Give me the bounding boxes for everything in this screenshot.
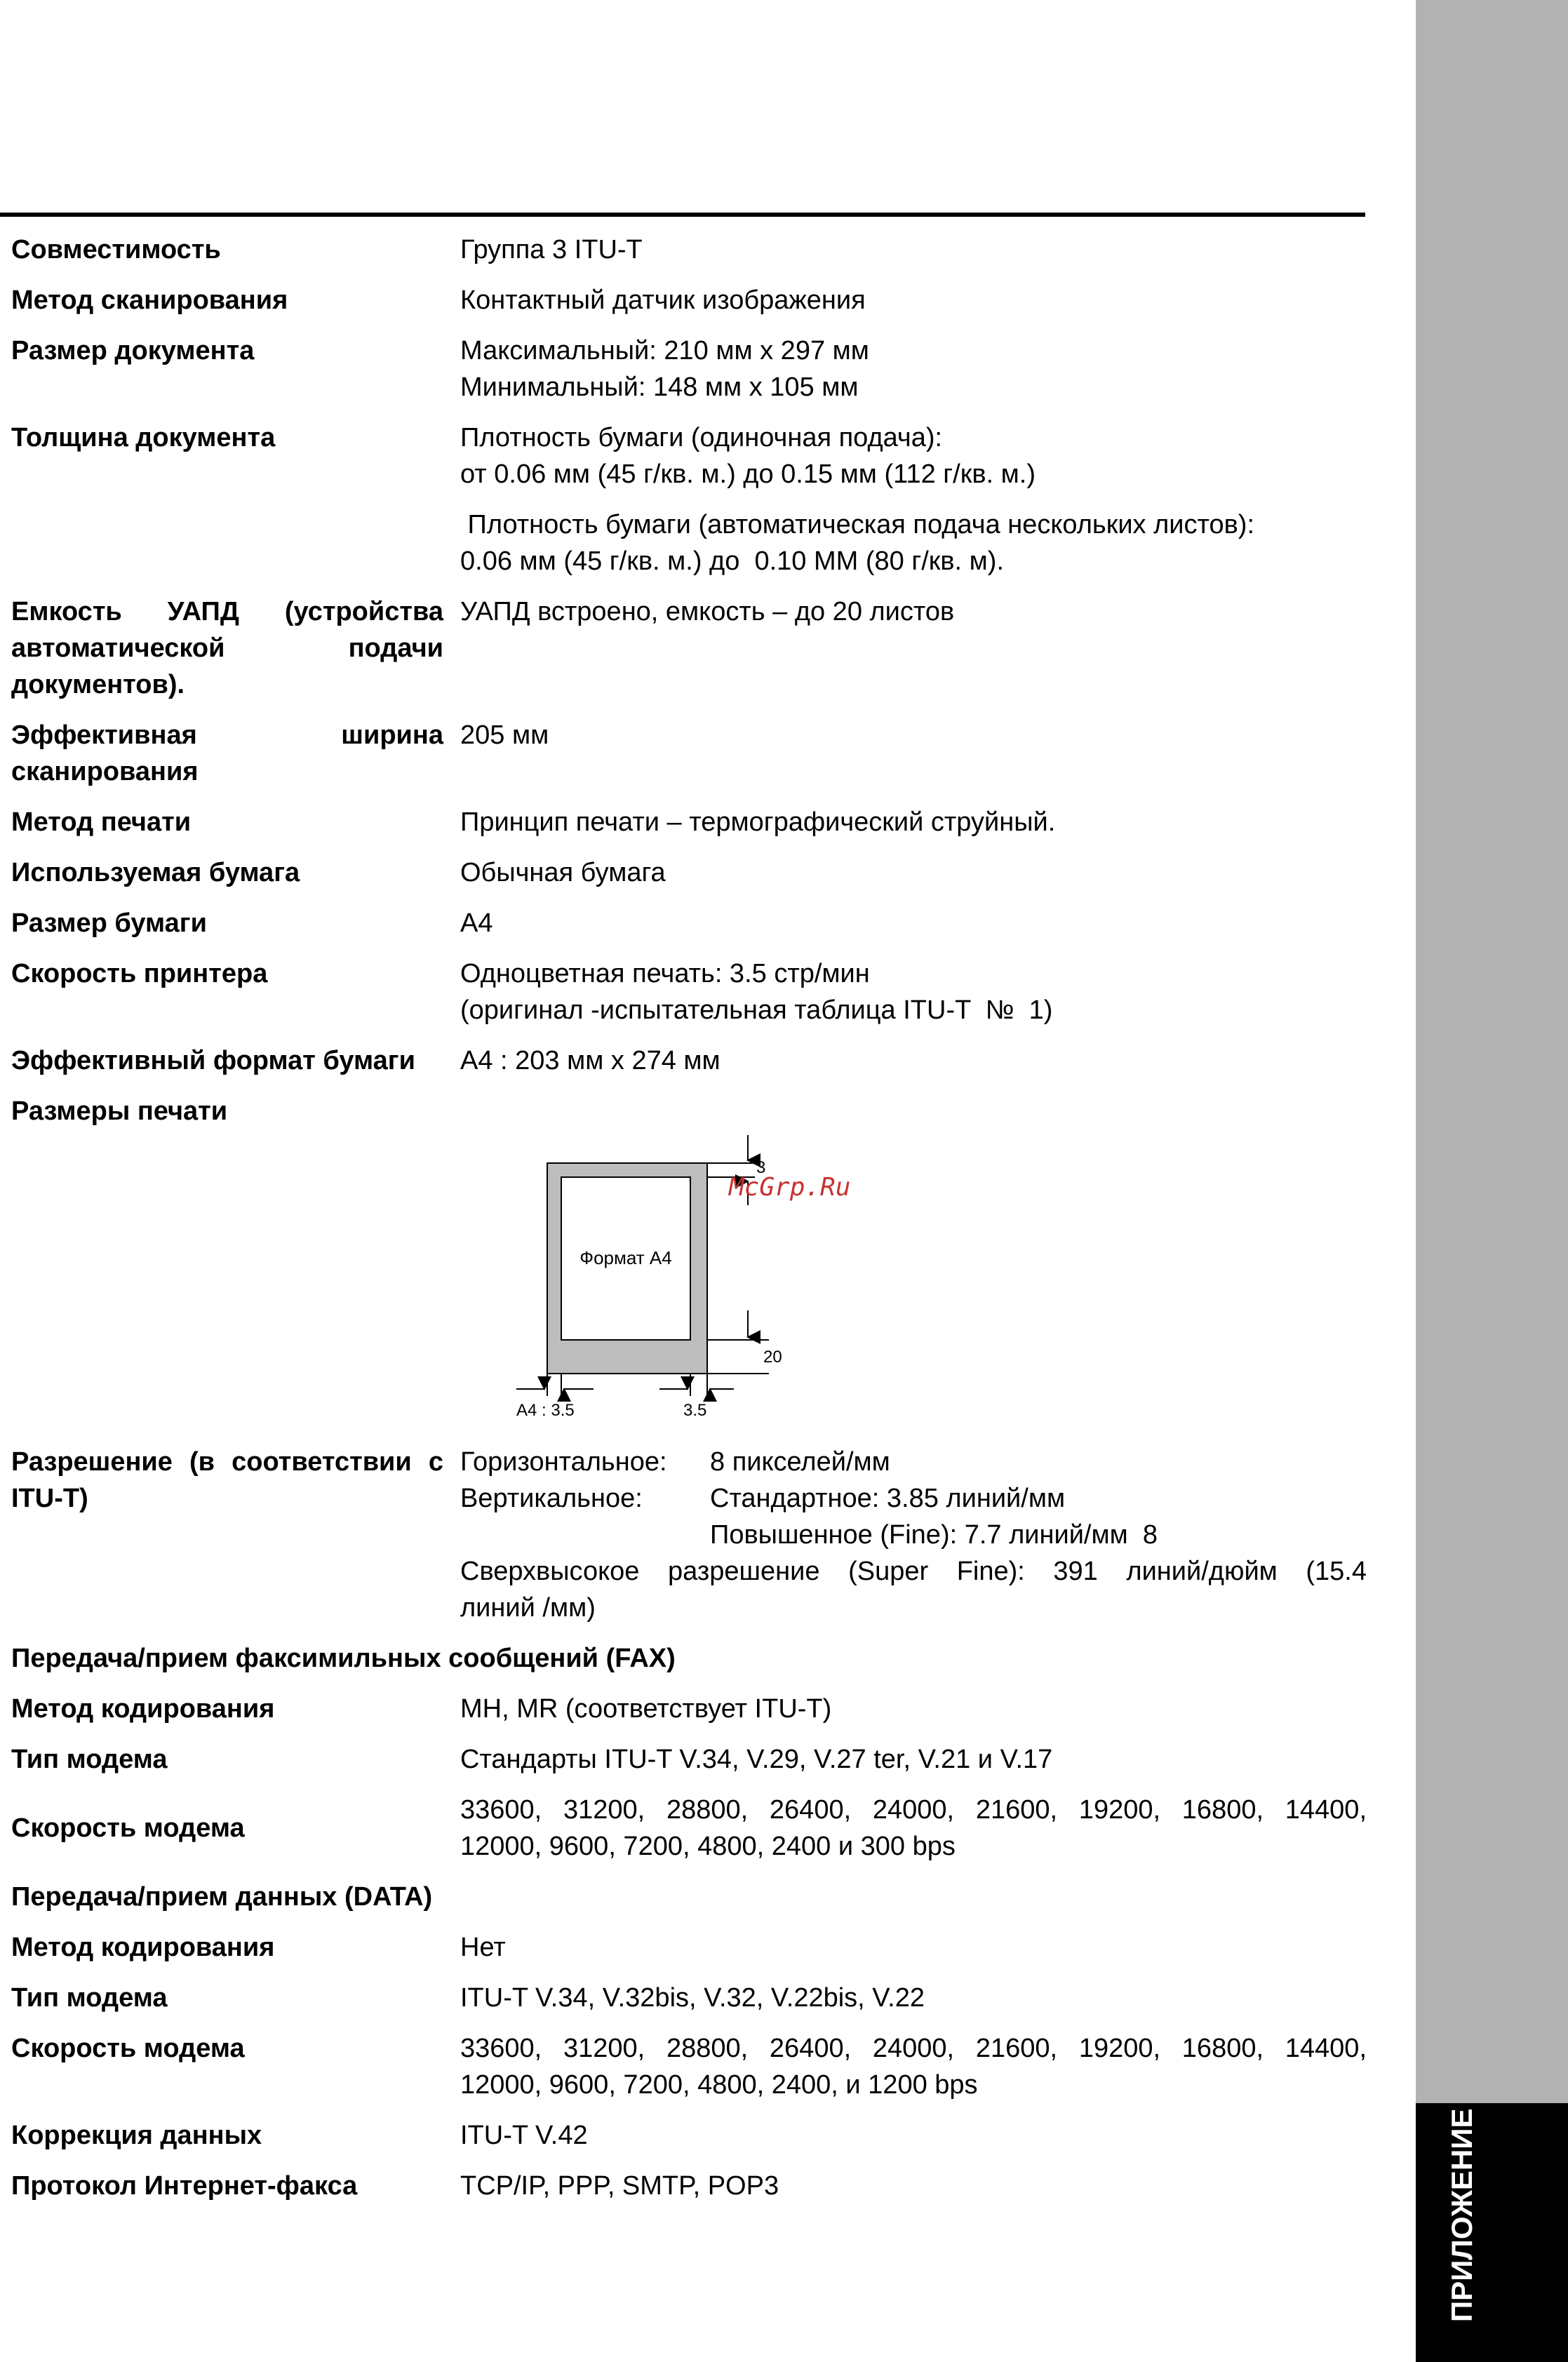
spec-row-paper-size	[11, 905, 1367, 941]
spec-label: Тип модема	[11, 1983, 168, 2013]
spec-value	[460, 282, 1367, 318]
data-row-internet-fax-protocol	[11, 2168, 1367, 2204]
fax-row-modem-type	[11, 1741, 1367, 1778]
spec-line: Максимальный: 210 мм x 297 мм	[460, 336, 869, 365]
spec-value	[460, 717, 1367, 790]
spec-value	[460, 854, 1367, 891]
spec-value	[460, 333, 1367, 405]
spec-label: Эффективная ширина сканирования	[11, 720, 443, 786]
data-row-coding	[11, 1929, 1367, 1966]
spec-value	[460, 2030, 1367, 2103]
spec-label: Размеры печати	[11, 1096, 228, 1126]
spec-line: 12000, 9600, 7200, 4800, 2400 и 300 bps	[460, 1832, 956, 1861]
spec-value	[460, 1741, 1367, 1778]
spec-line: A4	[460, 908, 493, 938]
fax-row-modem-speed	[11, 1792, 1367, 1865]
spec-line: TCP/IP, PPP, SMTP, POP3	[460, 2171, 779, 2201]
spec-row-resolution	[11, 1444, 1367, 1626]
spec-line: Минимальный: 148 мм x 105 мм	[460, 373, 859, 402]
spec-line: Плотность бумаги (одиночная подача):	[460, 423, 943, 452]
data-row-modem-speed	[11, 2030, 1367, 2103]
spec-label: Метод сканирования	[11, 286, 288, 315]
spec-line: (оригинал -испытательная таблица ITU-T № 1)	[460, 995, 1053, 1025]
spec-line: Контактный датчик изображения	[460, 286, 866, 315]
res-vertical-fine: Повышенное (Fine): 7.7 линий/мм 8	[710, 1520, 1158, 1550]
spec-label: Метод кодирования	[11, 1933, 275, 1962]
data-heading: Передача/прием данных (DATA)	[11, 1882, 433, 1912]
spec-value	[460, 905, 1367, 941]
fax-row-coding	[11, 1691, 1367, 1727]
spec-label: Толщина документа	[11, 423, 276, 452]
spec-row-scan-method	[11, 282, 1367, 318]
inner-label: Формат A4	[579, 1247, 672, 1268]
spec-row-compatibility	[11, 231, 1367, 268]
sidebar-tab	[1416, 2103, 1568, 2362]
spec-label: Эффективный формат бумаги	[11, 1046, 415, 1075]
spec-row-print-dimensions	[11, 1093, 1367, 1129]
spec-row-printer-speed	[11, 955, 1367, 1028]
spec-value	[460, 1042, 1367, 1079]
spec-row-document-thickness	[11, 420, 1367, 579]
data-row-error-correction	[11, 2117, 1367, 2154]
spec-value	[460, 955, 1367, 1028]
spec-line: Группа 3 ITU-T	[460, 235, 643, 264]
spec-line: 12000, 9600, 7200, 4800, 2400, и 1200 bps	[460, 2070, 978, 2100]
spec-line: Нет	[460, 1933, 506, 1962]
left-margin-label: A4 : 3.5	[516, 1401, 575, 1420]
spec-label: Разрешение (в соответствии с ITU-T)	[11, 1447, 443, 1513]
spec-value	[460, 593, 1367, 703]
spec-value	[460, 1929, 1367, 1966]
spec-value	[460, 1691, 1367, 1727]
spec-row-paper-type	[11, 854, 1367, 891]
res-superfine: линий /мм)	[460, 1593, 596, 1623]
spec-line: от 0.06 мм (45 г/кв. м.) до 0.15 мм (112 г/кв. м.)	[460, 459, 1036, 489]
spec-label: Тип модема	[11, 1745, 168, 1774]
data-row-modem-type	[11, 1980, 1367, 2016]
spec-label: Метод кодирования	[11, 1694, 275, 1724]
spec-label: Используемая бумага	[11, 858, 300, 887]
sidebar-tab-label: ПРИЛОЖЕНИЕ	[1445, 2108, 1478, 2322]
res-superfine: Сверхвысокое разрешение (Super Fine): 391 линий/дюйм (15.4	[460, 1557, 1367, 1586]
spec-label: Скорость модема	[11, 1813, 245, 1843]
spec-line: MH, MR (соответствует ITU-T)	[460, 1694, 832, 1724]
spec-line: Одноцветная печать: 3.5 стр/мин	[460, 959, 870, 988]
sidebar	[1416, 0, 1568, 2362]
spec-line: Принцип печати – термографический струйный.	[460, 807, 1056, 837]
spec-line: ITU-T V.34, V.32bis, V.32, V.22bis, V.22	[460, 1983, 925, 2013]
res-vertical-label: Вертикальное:	[460, 1484, 643, 1513]
spec-line: 0.06 мм (45 г/кв. м.) до 0.10 ММ (80 г/кв. м).	[460, 546, 1005, 576]
fax-heading: Передача/прием факсимильных сообщений (FAX)	[11, 1644, 676, 1673]
spec-line: Плотность бумаги (автоматическая подача нескольких листов):	[460, 510, 1255, 539]
bottom-margin-label: 20	[763, 1348, 782, 1367]
spec-row-effective-format	[11, 1042, 1367, 1079]
spec-line: Обычная бумага	[460, 858, 666, 887]
spec-value	[460, 1444, 1367, 1626]
spec-label: Протокол Интернет-факса	[11, 2171, 358, 2201]
spec-content	[11, 231, 1367, 2204]
spec-line: A4 : 203 мм x 274 мм	[460, 1046, 721, 1075]
spec-line: ITU-T V.42	[460, 2121, 588, 2150]
spec-label: Коррекция данных	[11, 2121, 262, 2150]
spec-label: Скорость модема	[11, 2034, 245, 2063]
res-vertical-standard: Стандартное: 3.85 линий/мм	[710, 1484, 1066, 1513]
spec-value	[460, 420, 1367, 579]
spec-row-print-method	[11, 804, 1367, 840]
spec-value	[460, 2168, 1367, 2204]
spec-label: Емкость УАПД (устройства автоматической подачи документов).	[11, 597, 443, 699]
spec-value	[460, 1980, 1367, 2016]
spec-label: Метод печати	[11, 807, 192, 837]
spec-line: 33600, 31200, 28800, 26400, 24000, 21600, 19200, 16800, 14400,	[460, 2034, 1367, 2063]
spec-line: Стандарты ITU-T V.34, V.29, V.27 ter, V.21 и V.17	[460, 1745, 1053, 1774]
top-margin-label: 3	[756, 1158, 766, 1177]
spec-line: 205 мм	[460, 720, 549, 750]
watermark: McGrp.Ru	[729, 1173, 851, 1202]
spec-value	[460, 231, 1367, 268]
spec-line: 33600, 31200, 28800, 26400, 24000, 21600, 19200, 16800, 14400,	[460, 1795, 1367, 1825]
res-horizontal-value: 8 пикселей/мм	[710, 1447, 890, 1477]
spec-label: Размер бумаги	[11, 908, 207, 938]
spec-row-scan-width	[11, 717, 1367, 790]
spec-value	[460, 1792, 1367, 1865]
res-horizontal-label: Горизонтальное:	[460, 1447, 667, 1477]
spec-value	[460, 2117, 1367, 2154]
top-rule	[0, 213, 1365, 217]
print-area-svg	[488, 1135, 851, 1430]
spec-line: УАПД встроено, емкость – до 20 листов	[460, 597, 955, 626]
spec-label: Скорость принтера	[11, 959, 268, 988]
right-margin-label: 3.5	[683, 1401, 707, 1420]
spec-row-adf-capacity	[11, 593, 1367, 703]
spec-row-document-size	[11, 333, 1367, 405]
spec-label: Совместимость	[11, 235, 221, 264]
spec-label: Размер документа	[11, 336, 255, 365]
spec-value	[460, 804, 1367, 840]
print-area-diagram	[11, 1135, 1367, 1430]
